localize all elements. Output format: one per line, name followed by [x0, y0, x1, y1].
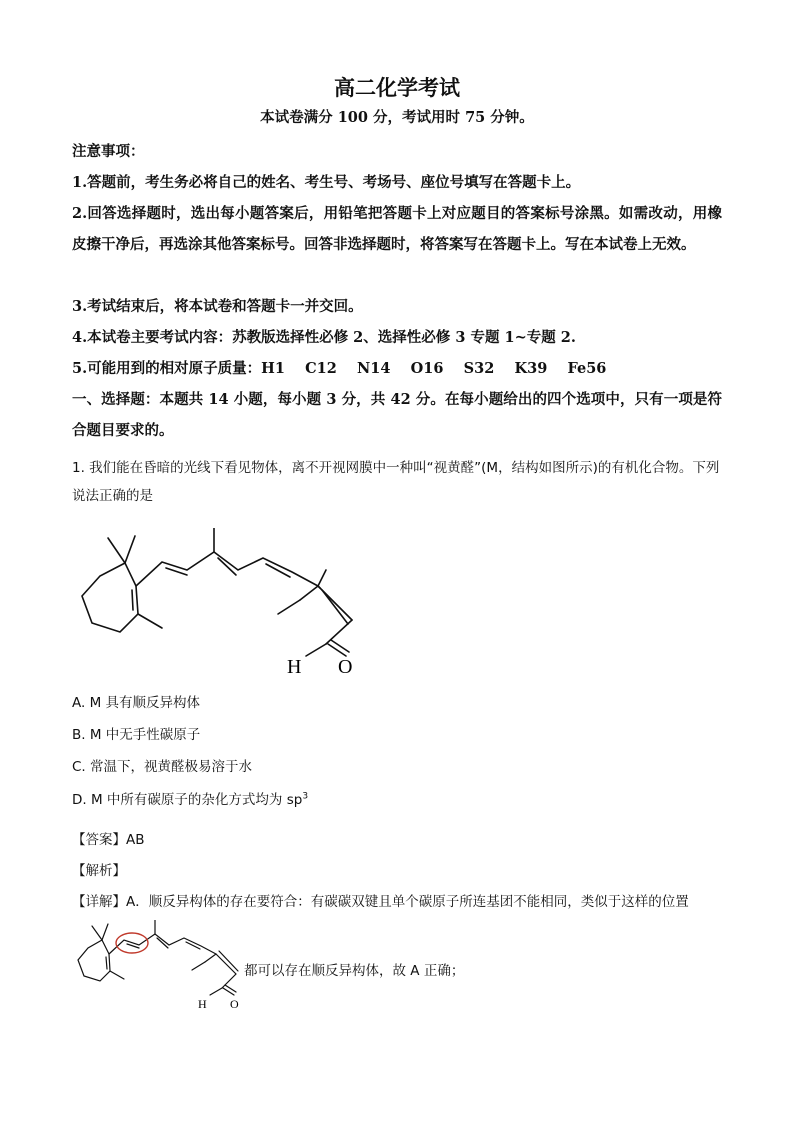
note-item-4: 4.本试卷主要考试内容：苏教版选择性必修 2、选择性必修 3 专题 1~专题 2. — [72, 329, 576, 346]
option-c: C. 常温下，视黄醛极易溶于水 — [72, 759, 253, 775]
section-heading: 一、选择题：本题共 14 小题，每小题 3 分，共 42 分。在每小题给出的四个选项中，只有一项是符合题目要求的。 — [72, 391, 722, 439]
retinal-structure-annotated — [70, 920, 250, 1020]
page-subtitle: 本试卷满分 100 分，考试用时 75 分钟。 — [260, 109, 534, 126]
detail-line: 【详解】A．顺反异构体的存在要符合：有碳碳双键且单个碳原子所连基团不能相同，类似于这样的位置 — [72, 894, 689, 910]
note-item-3: 3.考试结束后，将本试卷和答题卡一并交回。 — [72, 298, 363, 315]
hydrogen-label-small: H — [198, 997, 207, 1011]
option-d-superscript: 3 — [302, 791, 309, 802]
detail-tail: 都可以存在顺反异构体，故 A 正确； — [244, 963, 465, 979]
question-1-stem: 1. 我们能在昏暗的光线下看见物体，离不开视网膜中一种叫“视黄醛”(M，结构如图所示)的有机化合物。下列说法正确的是 — [72, 460, 720, 504]
answer-line: 【答案】AB — [72, 832, 145, 848]
option-b: B. M 中无手性碳原子 — [72, 727, 201, 743]
analysis-heading: 【解析】 — [72, 863, 126, 879]
option-d-text: D. M 中所有碳原子的杂化方式均为 sp — [72, 792, 303, 808]
oxygen-label-small: O — [230, 997, 239, 1011]
retinal-structure — [70, 528, 370, 683]
note-item-1: 1.答题前，考生务必将自己的姓名、考生号、考场号、座位号填写在答题卡上。 — [72, 174, 581, 191]
option-a: A. M 具有顺反异构体 — [72, 695, 201, 711]
notes-heading: 注意事项： — [72, 143, 145, 160]
page-title: 高二化学考试 — [334, 75, 460, 100]
note-item-2: 2.回答选择题时，选出每小题答案后，用铅笔把答题卡上对应题目的答案标号涂黑。如需改动，用橡皮擦干净后，再选涂其他答案标号。回答非选择题时，将答案写在答题卡上。写在本试卷上无效。 — [72, 205, 722, 253]
option-d — [72, 788, 308, 808]
note-item-5: 5.可能用到的相对原子质量：H1 C12 N14 O16 S32 K39 Fe56 — [72, 360, 607, 377]
oxygen-label: O — [338, 656, 353, 678]
hydrogen-label: H — [287, 656, 302, 678]
